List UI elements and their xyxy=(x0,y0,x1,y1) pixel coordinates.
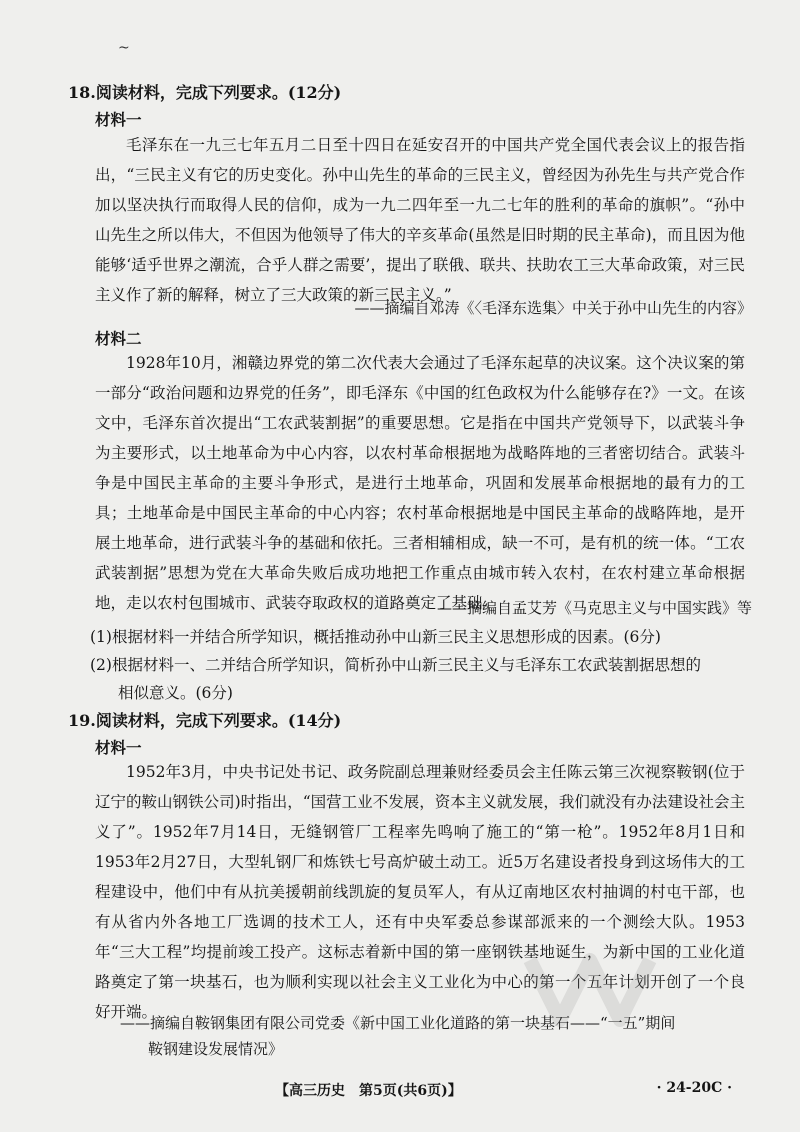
q18-material2-label: 材料二 xyxy=(95,329,142,348)
q18-ask-1: (1)根据材料一并结合所学知识，概括推动孙中山新三民主义思想形成的因素。(6分) xyxy=(90,628,661,646)
question-18-title: 18.阅读材料，完成下列要求。(12分) xyxy=(68,83,342,102)
scan-speck: ~ xyxy=(118,40,130,56)
q18-ask-2-line2: 相似意义。(6分) xyxy=(118,684,233,702)
watermark-logo xyxy=(520,950,660,1030)
question-19-title: 19.阅读材料，完成下列要求。(14分) xyxy=(68,711,342,730)
q18-material1-text: 毛泽东在一九三七年五月二日至十四日在延安召开的中国共产党全国代表会议上的报告指出，“三民主义有它的历史变化。孙中山先生的革命的三民主义，曾经因为孙先生与共产党合作加以坚决执行而取得人民的信仰，成为一九二四年至一九二七年的胜利的革命的旗帜”。“孙中山先生之所以伟大，不但因为他领导了伟大的辛亥革命(虽然是旧时期的民主革命)，而且因为他能够‘适乎世界之潮流，合乎人群之需要’，提出了联俄、联共、扶助农工三大革命政策，对三民主义作了新的解释，树立了三大政策的新三民主义。” xyxy=(95,136,745,304)
footer-code: · 24-20C · xyxy=(656,1080,732,1096)
q19-material1-source-line2: 鞍钢建设发展情况》 xyxy=(148,1040,284,1058)
q18-ask-2-line1: (2)根据材料一、二并结合所学知识，简析孙中山新三民主义与毛泽东工农武装割据思想的 xyxy=(90,656,701,674)
q18-material2-source: ——摘编自孟艾芳《马克思主义与中国实践》等 xyxy=(436,599,752,617)
q18-material2-text: 1928年10月，湘赣边界党的第二次代表大会通过了毛泽东起草的决议案。这个决议案的第一部分“政治问题和边界党的任务”，即毛泽东《中国的红色政权为什么能够存在?》一文。在该文中，毛泽东首次提出“工农武装割据”的重要思想。它是指在中国共产党领导下，以武装斗争为主要形式，以土地革命为中心内容，以农村革命根据地为战略阵地的三者密切结合。武装斗争是中国民主革命的主要斗争形式，是进行土地革命，巩固和发展革命根据地的最有力的工具；土地革命是中国民主革命的中心内容；农村革命根据地是中国民主革命的战略阵地，是开展土地革命，进行武装斗争的基础和依托。三者相辅相成，缺一不可，是有机的统一体。“工农武装割据”思想为党在大革命失败后成功地把工作重点由城市转入农村，在农村建立革命根据地，走以农村包围城市、武装夺取政权的道路奠定了基础。 xyxy=(95,354,745,612)
q18-material1-source: ——摘编自邓涛《〈毛泽东选集〉中关于孙中山先生的内容》 xyxy=(354,299,752,317)
q18-material1-label: 材料一 xyxy=(95,110,142,129)
q19-material1-text: 1952年3月，中央书记处书记、政务院副总理兼财经委员会主任陈云第三次视察鞍钢(位于辽宁的鞍山钢铁公司)时指出，“国营工业不发展，资本主义就发展，我们就没有办法建设社会主义了”。1952年7月14日，无缝钢管厂工程率先鸣响了施工的“第一枪”。1952年8月1日和1953年2月27日，大型轧钢厂和炼铁七号高炉破土动工。近5万名建设者投身到这场伟大的工程建设中，他们中有从抗美援朝前线凯旋的复员军人，有从辽南地区农村抽调的村屯干部，也有从省内外各地工厂选调的技术工人，还有中央军委总参谋部派来的一个测绘大队。1953年“三大工程”均提前竣工投产。这标志着新中国的第一座钢铁基地诞生，为新中国的工业化道路奠定了第一块基石，也为顺利实现以社会主义工业化为中心的第一个五年计划开创了一个良好开端。 xyxy=(95,763,745,1021)
footer-page-info: 【高三历史 第5页(共6页)】 xyxy=(275,1083,462,1099)
q19-material1-source-line1: ——摘编自鞍钢集团有限公司党委《新中国工业化道路的第一块基石——“一五”期间 xyxy=(120,1014,676,1032)
q19-material1-label: 材料一 xyxy=(95,738,142,757)
